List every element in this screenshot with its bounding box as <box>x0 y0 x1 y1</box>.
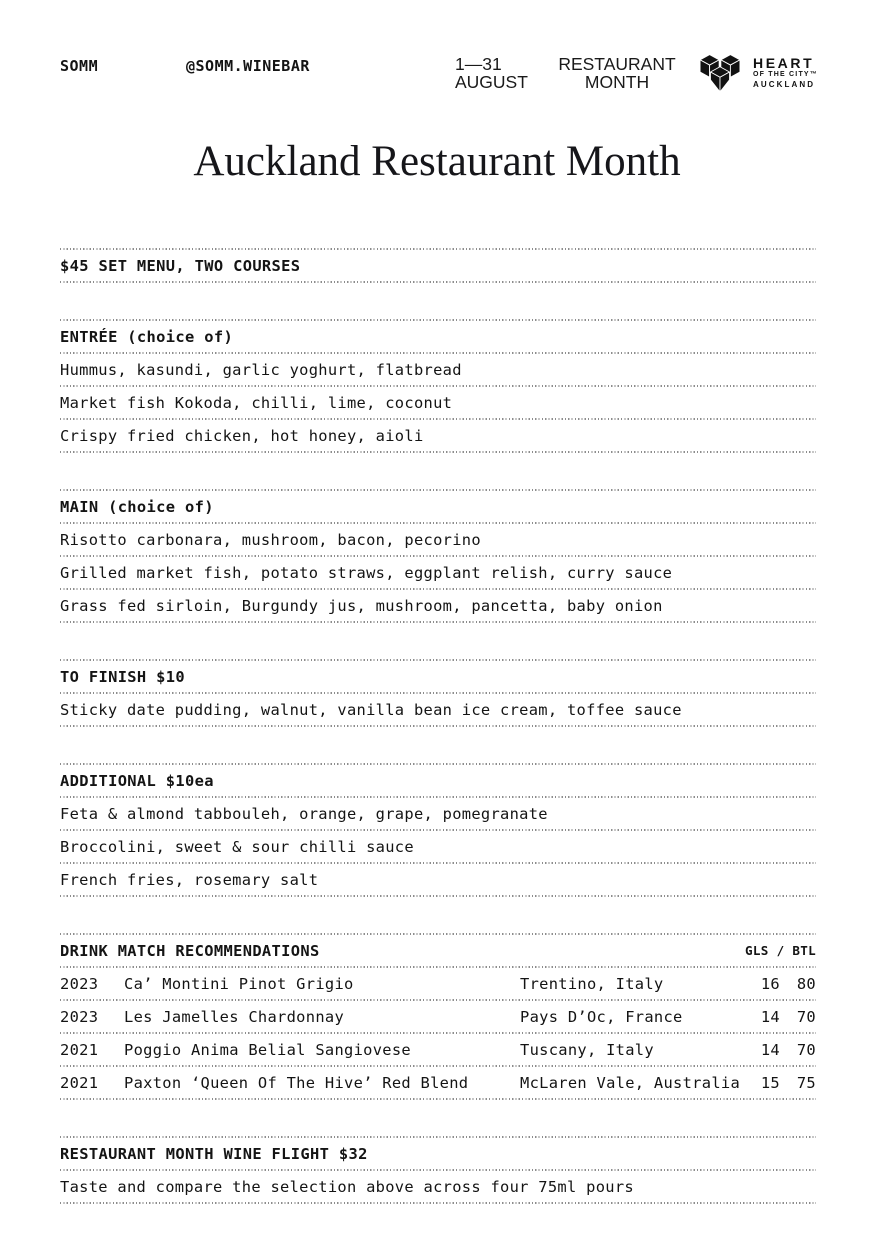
event-name-line1: RESTAURANT <box>558 54 676 74</box>
wine-vintage: 2021 <box>60 1073 99 1092</box>
menu-item: Grass fed sirloin, Burgundy jus, mushroom, pancetta, baby onion <box>60 596 663 615</box>
menu-item: Broccolini, sweet & sour chilli sauce <box>60 837 414 856</box>
wine-row <box>60 1001 816 1032</box>
menu-item: Risotto carbonara, mushroom, bacon, pecorino <box>60 530 481 549</box>
menu-item: Feta & almond tabbouleh, orange, grape, pomegranate <box>60 804 548 823</box>
logo-ofthecity-label: OF THE CITY™ <box>753 70 818 78</box>
menu-item: Hummus, kasundi, garlic yoghurt, flatbread <box>60 360 462 379</box>
wine-glass-price: 15 <box>760 1073 780 1092</box>
page-title: Auckland Restaurant Month <box>193 138 681 185</box>
wine-row <box>60 1034 816 1065</box>
wine-vintage: 2023 <box>60 974 99 993</box>
logo-wordmark <box>753 56 818 89</box>
wine-region: McLaren Vale, Australia <box>520 1073 741 1092</box>
wine-glass-price: 14 <box>760 1040 780 1059</box>
menu-content <box>0 248 874 1204</box>
logo-auckland-label: AUCKLAND <box>753 79 816 89</box>
wine-name: Les Jamelles Chardonnay <box>124 1007 345 1026</box>
wine-bottle-price: 70 <box>796 1040 816 1059</box>
wine-glass-price: 14 <box>760 1007 780 1026</box>
menu-item: Taste and compare the selection above across four 75ml pours <box>60 1177 634 1196</box>
wine-vintage: 2023 <box>60 1007 99 1026</box>
event-dates-line1: 1—31 <box>455 54 502 74</box>
menu-item: Crispy fried chicken, hot honey, aioli <box>60 426 424 445</box>
section-entree <box>60 319 816 453</box>
additional-heading: ADDITIONAL $10ea <box>60 771 214 790</box>
dotted-rule <box>60 451 816 453</box>
section-main <box>60 489 816 623</box>
event-name <box>553 55 681 91</box>
wine-row <box>60 968 816 999</box>
wine-name: Ca’ Montini Pinot Grigio <box>124 974 354 993</box>
dotted-rule <box>60 895 816 897</box>
menu-item: Grilled market fish, potato straws, eggplant relish, curry sauce <box>60 563 673 582</box>
wine-region: Pays D’Oc, France <box>520 1007 683 1026</box>
to-finish-heading: TO FINISH $10 <box>60 667 186 686</box>
main-heading: MAIN (choice of) <box>60 497 214 516</box>
wine-region: Trentino, Italy <box>520 974 664 993</box>
wine-name: Paxton ‘Queen Of The Hive’ Red Blend <box>124 1073 469 1092</box>
dotted-rule <box>60 1098 816 1100</box>
drink-matches-heading: DRINK MATCH RECOMMENDATIONS <box>60 941 320 960</box>
wine-region: Tuscany, Italy <box>520 1040 654 1059</box>
menu-item: French fries, rosemary salt <box>60 870 319 889</box>
dotted-rule <box>60 1202 816 1204</box>
price-columns-label: GLS / BTL <box>745 943 816 958</box>
set-menu-heading: $45 SET MENU, TWO COURSES <box>60 256 301 275</box>
section-wine-flight <box>60 1136 816 1204</box>
wine-glass-price: 16 <box>760 974 780 993</box>
wine-bottle-price: 75 <box>796 1073 816 1092</box>
section-set-menu <box>60 248 816 283</box>
dotted-rule <box>60 725 816 727</box>
dotted-rule <box>60 621 816 623</box>
wine-bottle-price: 70 <box>796 1007 816 1026</box>
event-dates-line2: AUGUST <box>455 72 528 92</box>
wine-vintage: 2021 <box>60 1040 99 1059</box>
section-to-finish <box>60 659 816 727</box>
top-bar <box>0 0 874 100</box>
menu-item: Sticky date pudding, walnut, vanilla bean ice cream, toffee sauce <box>60 700 682 719</box>
heart-of-the-city-logo <box>694 48 818 96</box>
dotted-rule <box>60 281 816 283</box>
event-name-line2: MONTH <box>584 72 650 92</box>
event-dates <box>455 55 528 91</box>
section-drink-matches <box>60 933 816 1100</box>
brand-name: SOMM <box>60 57 99 75</box>
section-additional <box>60 763 816 897</box>
wine-bottle-price: 80 <box>796 974 816 993</box>
menu-item: Market fish Kokoda, chilli, lime, coconut <box>60 393 453 412</box>
wine-flight-heading: RESTAURANT MONTH WINE FLIGHT $32 <box>60 1144 368 1163</box>
wine-name: Poggio Anima Belial Sangiovese <box>124 1040 411 1059</box>
entree-heading: ENTRÉE (choice of) <box>60 327 234 346</box>
logo-heart-label: HEART <box>753 54 815 71</box>
wine-row <box>60 1067 816 1098</box>
instagram-handle: @SOMM.WINEBAR <box>186 57 310 75</box>
heart-cube-icon <box>694 48 746 96</box>
